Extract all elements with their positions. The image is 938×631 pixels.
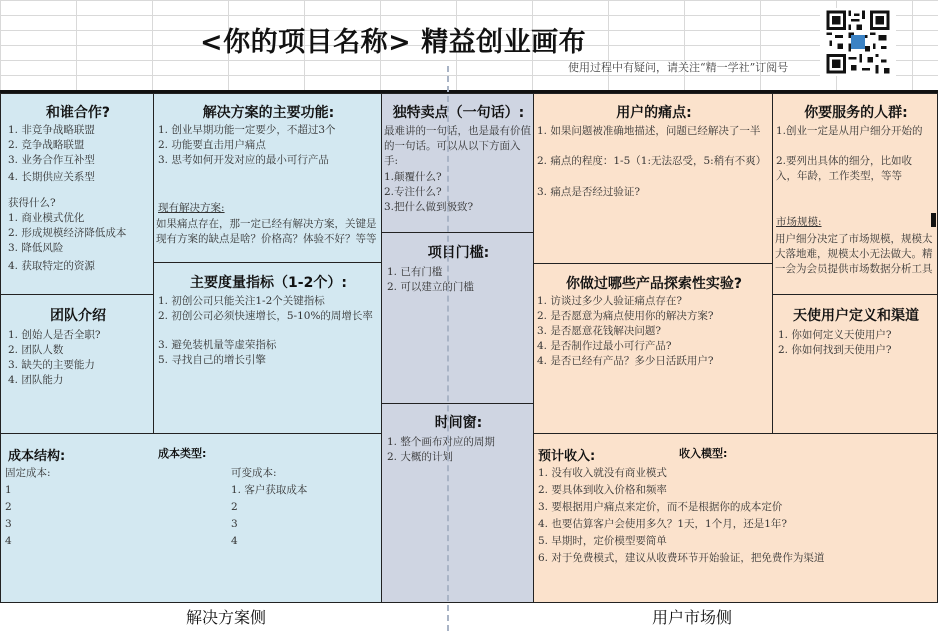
list-item: 3. 避免装机量等虚荣指标 (158, 339, 277, 351)
list-item: 3.把什么做到极致? (384, 201, 474, 213)
list-item: 2. 是否愿意为痛点使用你的解决方案? (537, 310, 714, 322)
timing-title: 时间窗: (434, 415, 483, 431)
list-item: 1 (5, 484, 12, 496)
revenue-title: 预计收入: (538, 449, 596, 464)
usp-title: 独特卖点（一句话）: (392, 105, 525, 121)
list-item: 3. 是否愿意花钱解决问题? (537, 325, 661, 337)
partners-section (0, 93, 154, 295)
list-item: 1. 初创公司只能关注1-2个关键指标 (158, 295, 325, 307)
list-item: 5. 早期时，定价模型要简单 (538, 535, 667, 547)
list-item: 2. 团队人数 (8, 344, 64, 356)
usp-text: 最难讲的一句话，也是最有价值的一句话。可以从以下方面入手: (384, 125, 531, 167)
list-item: 2. 竞争战略联盟 (8, 139, 85, 151)
qr-code-icon (820, 8, 896, 76)
list-item: 1.创业一定是从用户细分开始的 (776, 125, 923, 137)
segments-section (772, 93, 938, 295)
fixed-cost-label: 固定成本: (5, 467, 51, 479)
list-item: 3. 痛点是否经过验证? (537, 186, 640, 198)
footer-market-side: 用户市场侧 (652, 608, 733, 627)
list-item: 2. 大概的计划 (387, 451, 453, 463)
cost-title: 成本结构: (8, 449, 66, 464)
list-item: 3. 要根据用户痛点来定价，而不是根据你的成本定价 (538, 501, 783, 513)
list-item: 1. 如果问题被准确地描述，问题已经解决了一半 (537, 125, 761, 137)
list-item: 3 (231, 518, 238, 530)
list-item: 2. 形成规模经济降低成本 (8, 227, 127, 239)
list-item: 2. 可以建立的门槛 (387, 281, 474, 293)
list-item: 4. 是否制作过最小可行产品? (537, 340, 672, 352)
list-item: 2. 痛点的程度：1-5（1:无法忍受，5:稍有不爽） (537, 155, 767, 167)
variable-cost-label: 可变成本: (231, 467, 277, 479)
timing-section (381, 403, 534, 603)
partners-gain-label: 获得什么? (8, 197, 56, 209)
market-size-label: 市场规模: (776, 216, 822, 228)
list-item: 1.颠覆什么? (384, 171, 442, 183)
scroll-marker (931, 213, 936, 227)
team-section (0, 294, 154, 434)
barrier-title: 项目门槛: (427, 245, 490, 261)
list-item: 1. 非竞争战略联盟 (8, 124, 95, 136)
list-item: 2. 你如何找到天使用户? (778, 344, 892, 356)
list-item: 4. 长期供应关系型 (8, 171, 95, 183)
team-title: 团队介绍 (50, 308, 106, 324)
notice-text: 使用过程中有疑问，请关注“精一学社”订阅号 (568, 61, 789, 74)
list-item: 2 (5, 501, 12, 513)
list-item: 1. 访谈过多少人验证痛点存在? (537, 295, 682, 307)
list-item: 1. 已有门槛 (387, 266, 443, 278)
divider-line (447, 66, 449, 631)
solution-section (153, 93, 382, 263)
list-item: 2.专注什么? (384, 186, 442, 198)
list-item: 2. 初创公司必须快速增长，5-10%的周增长率 (158, 310, 373, 322)
list-item: 4. 获取特定的资源 (8, 260, 95, 272)
lean-canvas (0, 90, 938, 600)
list-item: 3. 缺失的主要能力 (8, 359, 95, 371)
cost-section (0, 433, 382, 603)
experiments-title: 你做过哪些产品探索性实验? (565, 276, 743, 292)
list-item: 4. 也要估算客户会使用多久？1天，1个月，还是1年? (538, 518, 788, 530)
page-title: <你的项目名称> 精益创业画布 (200, 27, 587, 58)
metrics-section (153, 262, 382, 434)
list-item: 2. 功能要直击用户痛点 (158, 139, 266, 151)
list-item: 1. 没有收入就没有商业模式 (538, 467, 667, 479)
list-item: 2 (231, 501, 238, 513)
revenue-model-label: 收入模型: (679, 447, 728, 460)
list-item: 1. 你如何定义天使用户? (778, 329, 892, 341)
list-item: 3. 降低风险 (8, 242, 64, 254)
barrier-section (381, 232, 534, 404)
list-item: 3 (5, 518, 12, 530)
pain-title: 用户的痛点: (616, 105, 692, 121)
solution-title: 解决方案的主要功能: (202, 105, 335, 121)
experiments-section (533, 263, 773, 434)
footer-solution-side: 解决方案侧 (186, 608, 267, 627)
partners-title: 和谁合作? (45, 105, 111, 121)
list-item: 4. 是否已经有产品？多少日活跃用户? (537, 355, 714, 367)
list-item: 3. 思考如何开发对应的最小可行产品 (158, 154, 329, 166)
existing-solution-label: 现有解决方案: (158, 202, 225, 214)
list-item: 1. 商业模式优化 (8, 212, 85, 224)
list-item: 3. 业务合作互补型 (8, 154, 95, 166)
list-item: 2. 要具体到收入价格和频率 (538, 484, 667, 496)
existing-solution-text: 如果痛点存在，那一定已经有解决方案，关键是现有方案的缺点是啥？价格高？体验不好？等等 (156, 218, 377, 245)
channels-section (772, 294, 938, 434)
list-item: 1. 整个画布对应的周期 (387, 436, 495, 448)
list-item: 4. 团队能力 (8, 374, 64, 386)
list-item: 6. 对于免费模式，建议从收费环节开始验证，把免费作为渠道 (538, 552, 825, 564)
metrics-title: 主要度量指标（1-2个）: (190, 275, 347, 291)
list-item: 4 (231, 535, 238, 547)
revenue-section (533, 433, 938, 603)
list-item: 1. 创始人是否全职? (8, 329, 101, 341)
pain-section (533, 93, 773, 264)
usp-section (381, 93, 534, 233)
cost-type-label: 成本类型: (158, 447, 207, 460)
list-item: 1. 客户获取成本 (231, 484, 308, 496)
list-item: 5. 寻找自己的增长引擎 (158, 354, 266, 366)
segments-title: 你要服务的人群: (804, 105, 908, 121)
list-item: 2.要列出具体的细分，比如收入，年龄，工作类型，等等 (776, 155, 913, 182)
list-item: 4 (5, 535, 12, 547)
market-size-text: 用户细分决定了市场规模，规模太大落地难，规模太小无法做大。精一会为会员提供市场数据分析工具 (775, 233, 933, 275)
channels-title: 天使用户定义和渠道 (793, 308, 919, 324)
list-item: 1. 创业早期功能一定要少，不超过3个 (158, 124, 336, 136)
